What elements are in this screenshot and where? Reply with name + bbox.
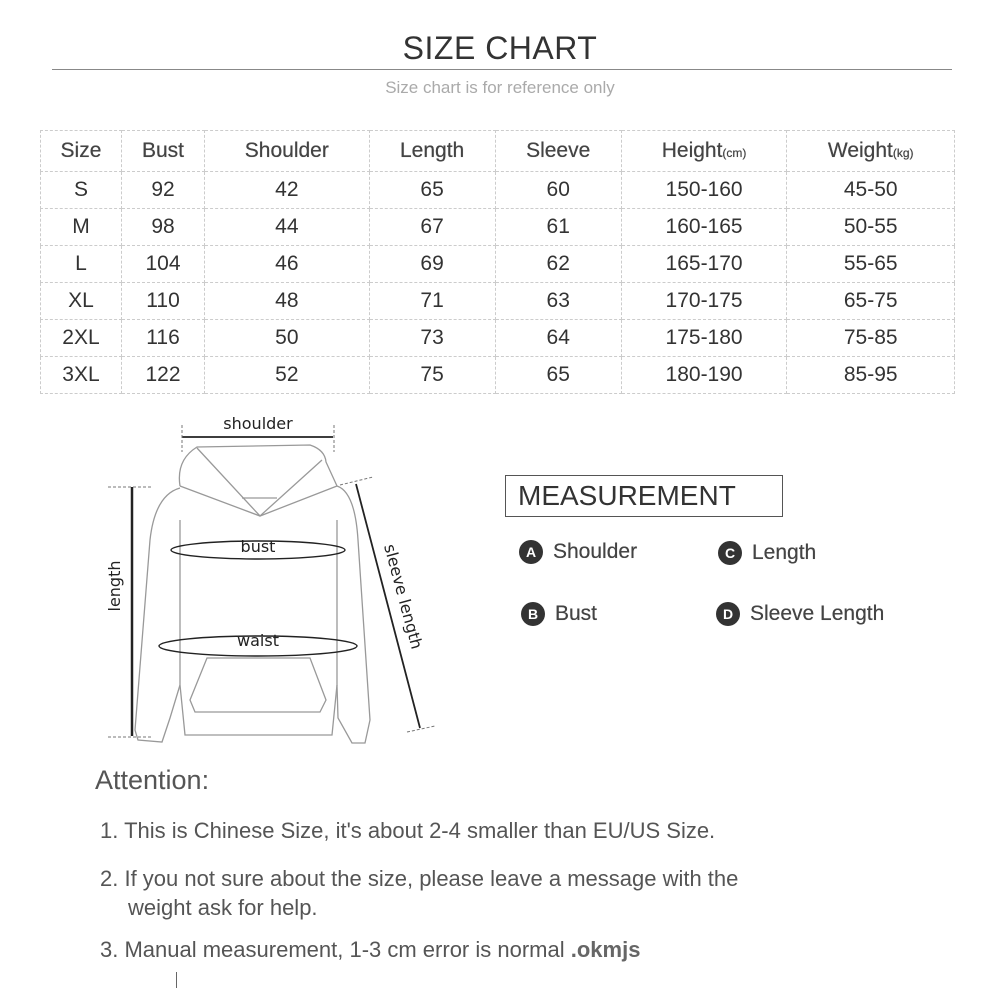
title-divider [52,69,952,70]
measurement-title: MEASUREMENT [505,475,783,517]
table-cell: 65 [495,357,621,394]
table-cell: 104 [121,246,204,283]
height-unit: (cm) [722,146,747,160]
table-cell: 73 [369,320,495,357]
table-cell: 160-165 [621,209,787,246]
table-cell: 75-85 [787,320,955,357]
table-cell: 65 [369,172,495,209]
table-cell: 42 [205,172,369,209]
table-header-row [41,131,955,172]
table-row [41,246,955,283]
table-cell: 2XL [41,320,122,357]
table-cell: 61 [495,209,621,246]
table-row [41,209,955,246]
table-cell: 60 [495,172,621,209]
table-cell: 62 [495,246,621,283]
table-cell: 44 [205,209,369,246]
divider-mark [176,972,177,988]
shoulder-label: shoulder [223,414,293,433]
table-cell: 50-55 [787,209,955,246]
measurement-item-bust [521,602,597,626]
table-cell: 150-160 [621,172,787,209]
header-bust: Bust [121,131,204,172]
table-cell: 110 [121,283,204,320]
measurement-item-sleeve-length [716,602,884,626]
table-row [41,357,955,394]
table-cell: 50 [205,320,369,357]
table-cell: 52 [205,357,369,394]
attention-item-2: 2. If you not sure about the size, please leave a message with the [100,866,739,891]
letter-a-icon: A [519,540,543,564]
header-length: Length [369,131,495,172]
header-height [621,131,787,172]
table-cell: 55-65 [787,246,955,283]
table-cell: XL [41,283,122,320]
table-cell: 75 [369,357,495,394]
table-row [41,172,955,209]
table-cell: 98 [121,209,204,246]
table-cell: S [41,172,122,209]
table-cell: 63 [495,283,621,320]
table-cell: 67 [369,209,495,246]
table-cell: M [41,209,122,246]
table-cell: 46 [205,246,369,283]
table-cell: 69 [369,246,495,283]
attention-item-2-cont: weight ask for help. [128,895,318,920]
table-cell: 45-50 [787,172,955,209]
letter-d-icon: D [716,602,740,626]
waist-label: waist [237,631,279,650]
table-cell: 165-170 [621,246,787,283]
table-cell: 48 [205,283,369,320]
table-cell: 65-75 [787,283,955,320]
sleeve-length-label: sleeve length [380,542,427,652]
header-weight [787,131,955,172]
letter-c-icon: C [718,541,742,565]
size-table [40,130,955,394]
table-row [41,283,955,320]
attention-item-3-text: 3. Manual measurement, 1-3 cm error is normal [100,937,565,962]
subtitle: Size chart is for reference only [385,78,615,97]
table-cell: 116 [121,320,204,357]
attention-item-1: 1. This is Chinese Size, it's about 2-4 smaller than EU/US Size. [100,818,716,843]
table-cell: L [41,246,122,283]
header-size: Size [41,131,122,172]
length-label: length [105,560,124,612]
table-cell: 3XL [41,357,122,394]
bust-label: bust [240,537,276,556]
measurement-label: Sleeve Length [750,602,885,625]
hoodie-diagram [100,400,450,760]
table-cell: 85-95 [787,357,955,394]
table-cell: 92 [121,172,204,209]
table-cell: 122 [121,357,204,394]
measurement-item-shoulder [519,540,637,564]
table-cell: 170-175 [621,283,787,320]
page-title: SIZE CHART [402,30,598,66]
measurement-label: Bust [555,602,598,625]
table-cell: 180-190 [621,357,787,394]
watermark: .okmjs [570,937,641,962]
header-height-label: Height [661,139,723,162]
header-shoulder: Shoulder [205,131,369,172]
table-cell: 175-180 [621,320,787,357]
attention-item-3 [100,935,640,964]
measurement-label: Shoulder [553,540,638,563]
table-row [41,320,955,357]
weight-unit: (kg) [892,146,914,160]
header-sleeve: Sleeve [495,131,621,172]
measurement-item-length [718,541,816,565]
table-cell: 71 [369,283,495,320]
hoodie-outline [135,445,370,743]
attention-title: Attention: [95,765,210,795]
header-weight-label: Weight [827,139,893,162]
letter-b-icon: B [521,602,545,626]
table-cell: 64 [495,320,621,357]
measurement-label: Length [752,541,817,564]
